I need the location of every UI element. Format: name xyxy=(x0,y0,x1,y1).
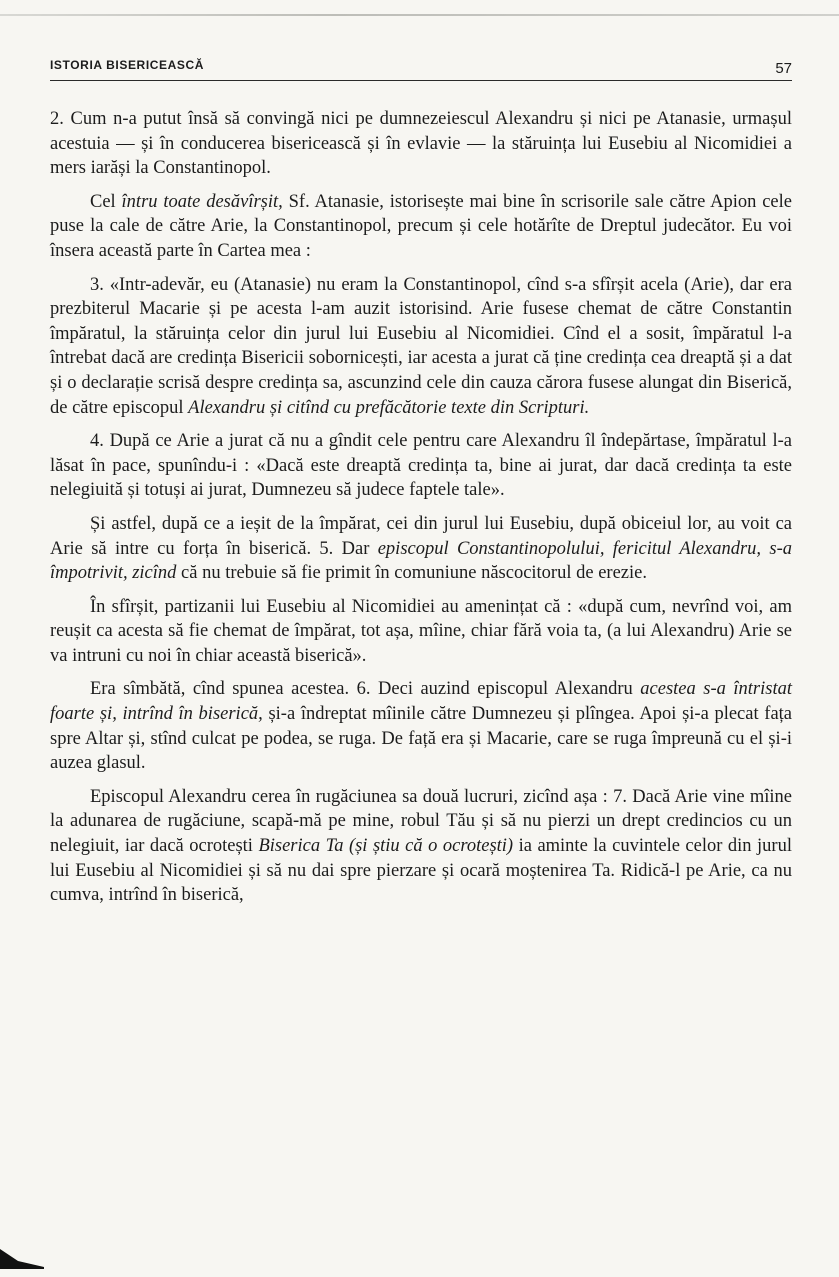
italic-text-segment: episcopul Constantinopolului, fericitul Alexandru, s-a împotrivit, zicînd xyxy=(50,538,792,584)
paragraph xyxy=(50,190,792,264)
text-segment: 2. Cum n-a putut însă să convingă nici pe dumnezeiescul Alexandru și nici pe Atanasie, urmașul acestuia — și în conducerea bisericească și în evlavie — la stăruința lui Eusebiu al Nicomidiei a mers iarăși la Constantinopol. xyxy=(50,109,792,179)
paragraph xyxy=(50,595,792,669)
text-segment: Și astfel, după ce a ieșit de la împărat, cei din jurul lui Eusebiu, după obiceiul lor, au voit ca Arie să intre cu forța în biserică. 5. Dar xyxy=(50,513,792,559)
text-segment: că nu trebuie să fie primit în comuniune născocitorul de erezie. xyxy=(176,563,647,584)
text-segment: În sfîrșit, partizanii lui Eusebiu al Nicomidiei au amenințat că : «după cum, nevrînd voi, am reușit ca acesta să fie chemat de împărat, tot așa, mîine, chiar fără voia ta, (a lui Alexandru) Arie se va intruni cu noi în chiar această biserică». xyxy=(50,596,792,666)
page-top-edge xyxy=(0,14,839,16)
header-rule xyxy=(50,80,792,81)
text-segment: 3. «Intr-adevăr, eu (Atanasie) nu eram la Constantinopol, cînd s-a sfîrșit acela (Arie), dar era prezbiterul Macarie și pe acesta l-am auzit istorisind. Arie fusese chemat de către Constantin împăratul, la stăruința celor din jurul lui Eusebiu al Nicomidiei. Cînd el a sosit, împăratul l-a întrebat dacă are credința Bisericii sobornicești, iar acesta a jurat că ține credința cea dreaptă și a dat și o declarație scrisă despre credința sa, ascunzind cele din cauza cărora fusese alungat din Biserică, de către episcopul xyxy=(50,274,792,418)
text-segment: Episcopul Alexandru cerea în rugăciunea sa două lucruri, zicînd așa : 7. Dacă Arie vine mîine la adunarea de rugăciune, scapă-mă pe mine, robul Tău și să nu pierzi un drept credincios cu un nelegiuit, iar dacă ocrotești xyxy=(50,786,792,857)
paragraph xyxy=(50,677,792,775)
text-segment: Sf. Atanasie, istorisește mai bine în scrisorile sale către Apion cele puse la cale de către Arie, la Constantinopol, precum și cele hotărîte de Dreptul judecător. Eu voi însera această parte în Cartea mea : xyxy=(50,191,792,261)
scan-corner-shadow xyxy=(0,1239,44,1269)
body-text xyxy=(50,107,792,917)
text-segment: 4. După ce Arie a jurat că nu a gîndit cele pentru care Alexandru îl îndepărtase, împăratul l-a lăsat în pace, spunîndu-i : «Dacă este dreaptă credința ta, bine ai jurat, dar dacă credința ta este nelegiuită și totuși ai jurat, Dumnezeu să judece faptele tale». xyxy=(50,431,792,501)
page-number: 57 xyxy=(775,60,792,77)
italic-text-segment: întru toate desăvîrșit, xyxy=(121,191,283,212)
text-segment: Cel xyxy=(90,191,122,212)
italic-text-segment: Alexandru și citînd cu prefăcătorie texte din Scripturi. xyxy=(188,397,590,418)
running-head: ISTORIA BISERICEASCĂ xyxy=(50,58,205,72)
paragraph xyxy=(50,785,792,908)
italic-text-segment: Biserica Ta (și știu că o ocrotești) xyxy=(258,836,514,857)
italic-text-segment: acestea s-a întristat foarte și, intrînd în biserică, xyxy=(50,679,793,725)
page-header xyxy=(50,56,792,82)
text-segment: ia aminte la cuvintele celor din jurul lui Eusebiu al Nicomidiei și să nu dai spre pierzare și ocară moștenirea Ta. Ridică-l pe Arie, ca nu cumva, intrînd în biserică, xyxy=(50,836,792,906)
paragraph xyxy=(50,429,792,503)
text-segment: Era sîmbătă, cînd spunea acestea. 6. Deci auzind episcopul Alexandru xyxy=(90,679,641,700)
paragraph xyxy=(50,512,792,586)
paragraph xyxy=(50,273,792,421)
text-segment: și-a îndreptat mîinile către Dumnezeu și plîngea. Apoi și-a plecat fața spre Altar și, stînd culcat pe podea, se ruga. De față era și Macarie, care se ruga împreună cu el și-i auzea glasul. xyxy=(50,704,793,774)
paragraph xyxy=(50,107,792,181)
